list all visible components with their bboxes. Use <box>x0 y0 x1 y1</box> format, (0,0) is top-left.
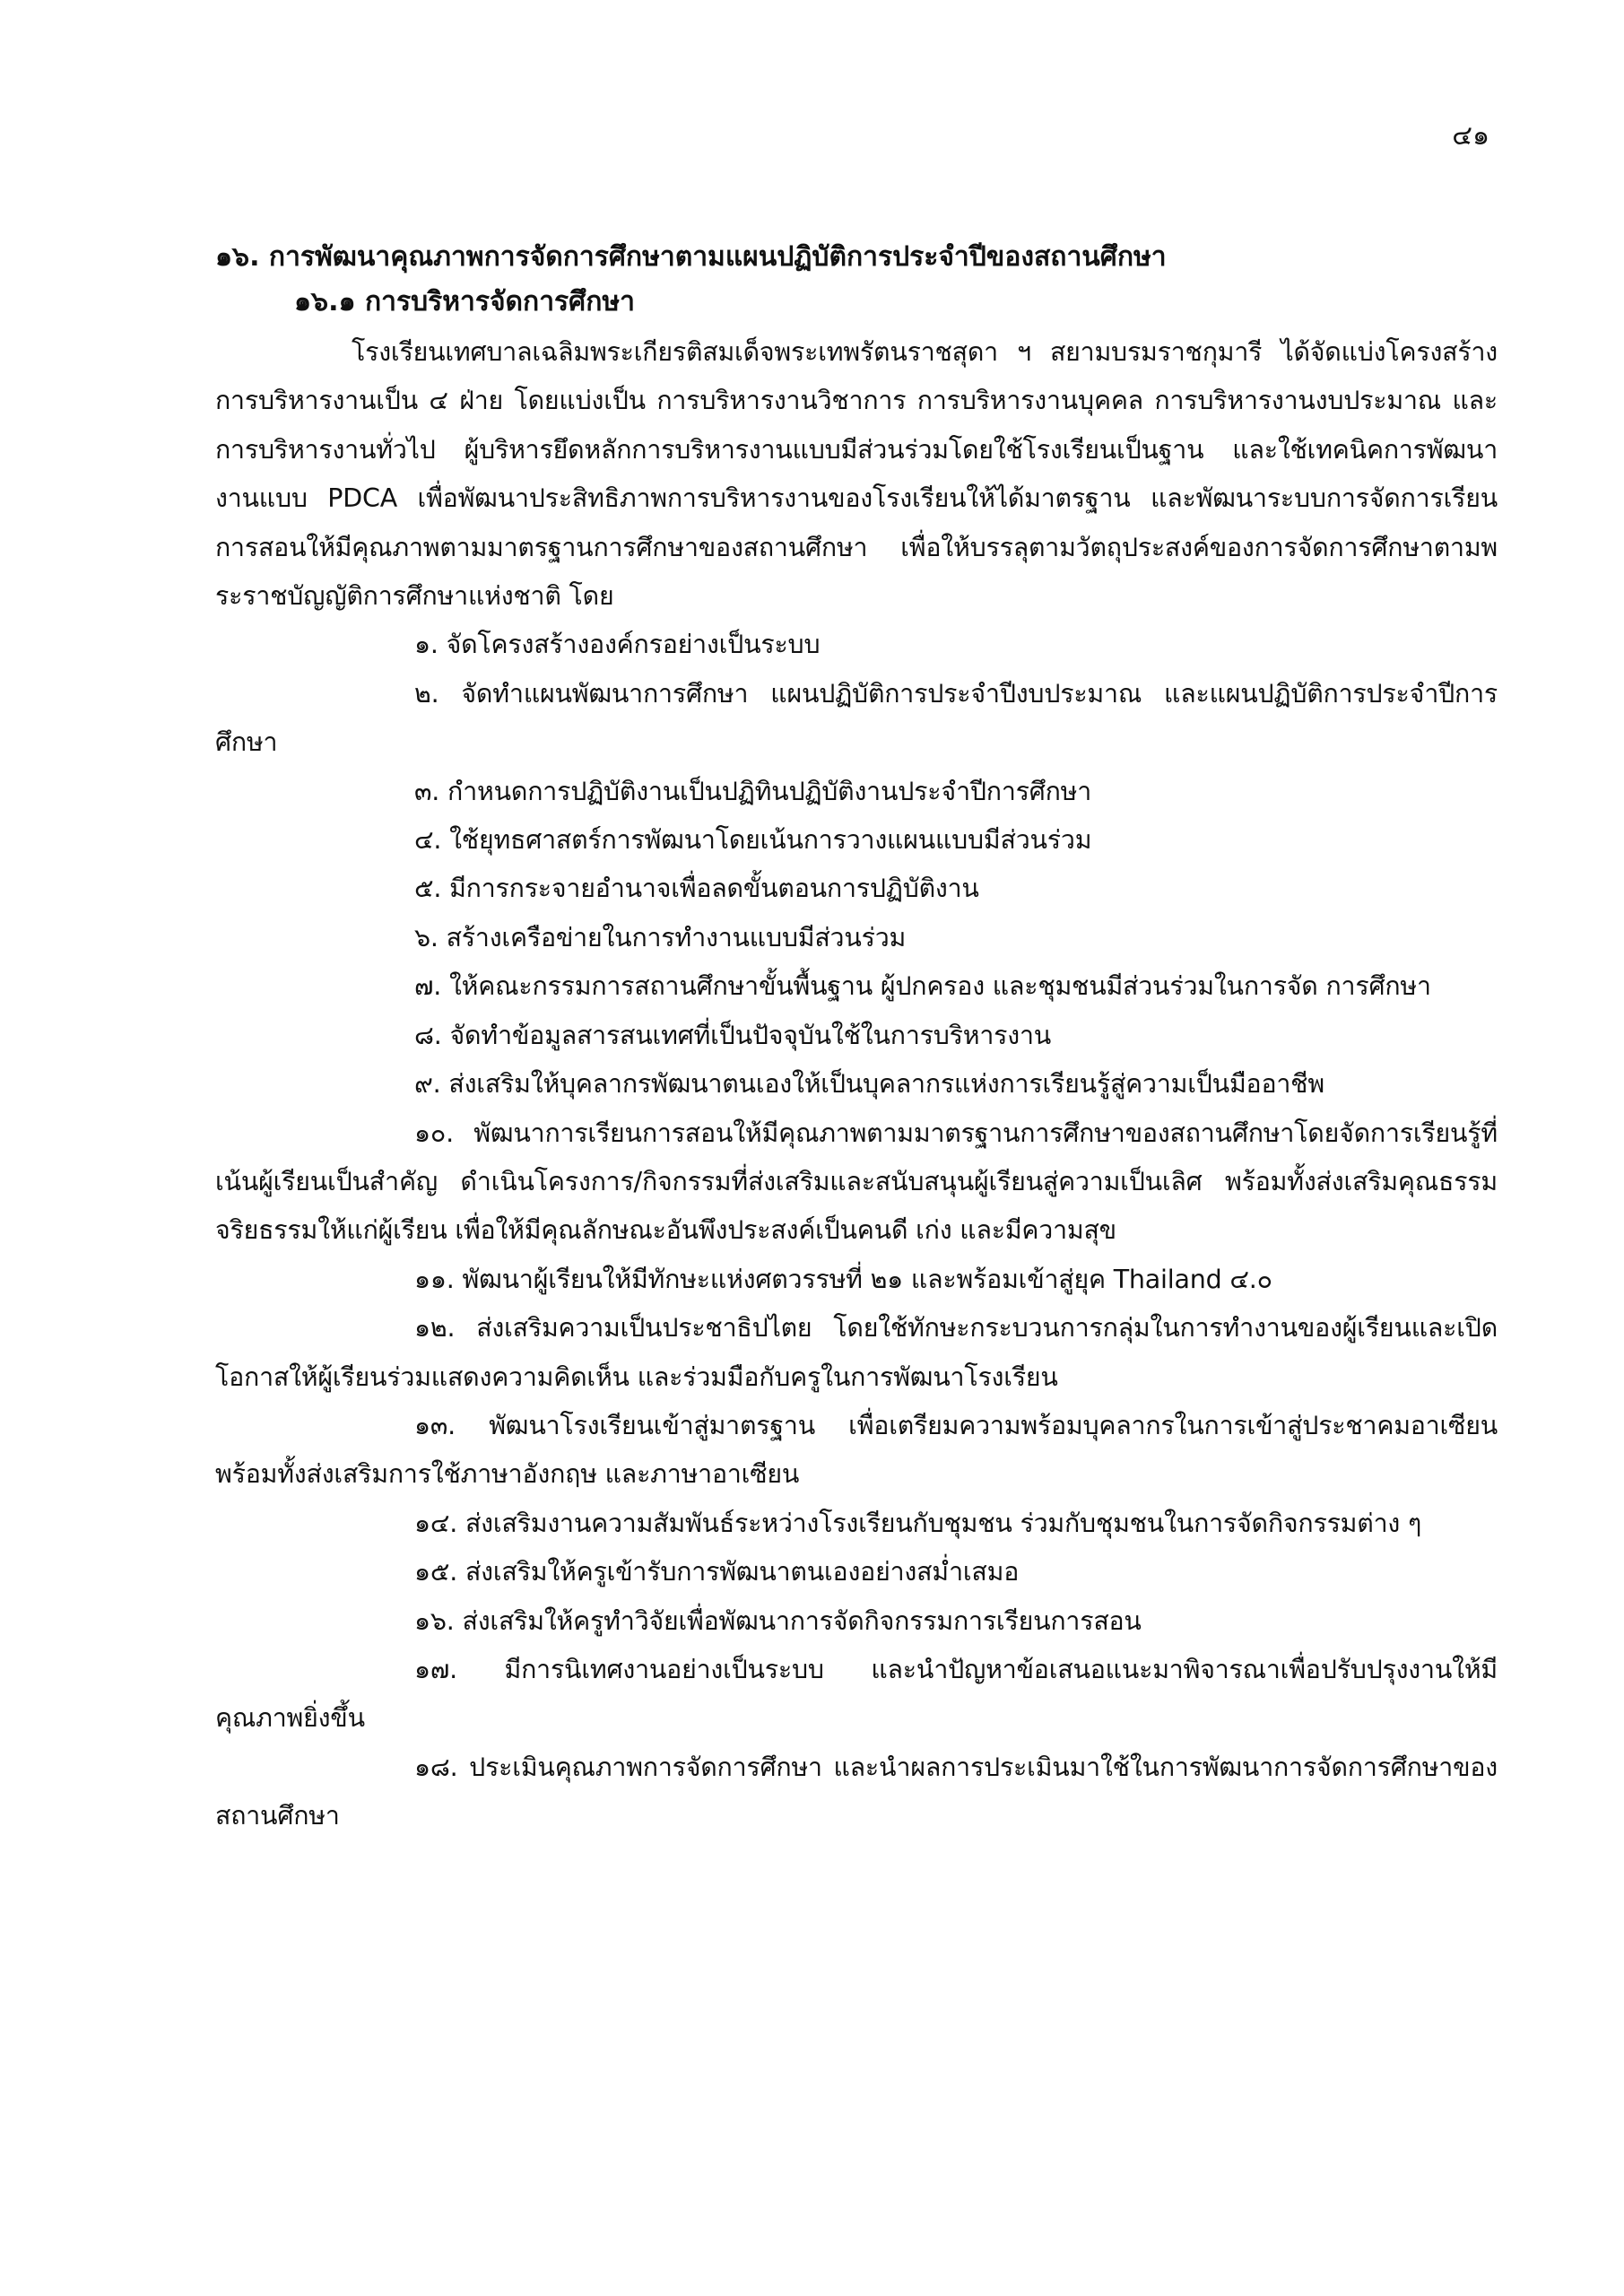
list-item-12: ๑๒. ส่งเสริมความเป็นประชาธิปไตย โดยใช้ทักษะกระบวนการกลุ่มในการทำงานของผู้เรียนและเปิดโอกาสให้ผู้เรียนร่วมแสดงความคิดเห็น และร่วมมือกับครูในการพัฒนาโรงเรียน <box>215 1313 1498 1392</box>
list-item-2: ๒. จัดทำแผนพัฒนาการศึกษา แผนปฏิบัติการประจำปีงบประมาณ และแผนปฏิบัติการประจำปีการศึกษา <box>215 678 1498 758</box>
list-item-5: ๕. มีการกระจายอำนาจเพื่อลดขั้นตอนการปฏิบัติงาน <box>414 874 979 904</box>
list-item-14: ๑๔. ส่งเสริมงานความสัมพันธ์ระหว่างโรงเรียนกับชุมชน ร่วมกับชุมชนในการจัดกิจกรรมต่าง ๆ <box>414 1508 1422 1538</box>
list-item-15: ๑๕. ส่งเสริมให้ครูเข้ารับการพัฒนาตนเองอย่างสม่ำเสมอ <box>414 1557 1020 1587</box>
list-item-10: ๑๐. พัฒนาการเรียนการสอนให้มีคุณภาพตามมาตรฐานการศึกษาของสถานศึกษาโดยจัดการเรียนรู้ที่เน้นผู้เรียนเป็นสำคัญ ดำเนินโครงการ/กิจกรรมที่ส่งเสริมและสนับสนุนผู้เรียนสู่ความเป็นเลิศ พร้อมทั้งส่งเสริมคุณธรรม จริยธรรมให้แก่ผู้เรียน เพื่อให้มีคุณลักษณะอันพึงประสงค์เป็นคนดี เก่ง และมีความสุข <box>215 1118 1498 1246</box>
list-item-3: ๓. กำหนดการปฏิบัติงานเป็นปฏิทินปฏิบัติงานประจำปีการศึกษา <box>414 776 1092 806</box>
list-item-9: ๙. ส่งเสริมให้บุคลากรพัฒนาตนเองให้เป็นบุคลากรแห่งการเรียนรู้สู่ความเป็นมืออาชีพ <box>414 1069 1324 1100</box>
section-heading: ๑๖. การพัฒนาคุณภาพการจัดการศึกษาตามแผนปฏิบัติการประจำปีของสถานศึกษา <box>215 241 1167 273</box>
list-item-18: ๑๘. ประเมินคุณภาพการจัดการศึกษา และนำผลการประเมินมาใช้ในการพัฒนาการจัดการศึกษาของสถานศึกษา <box>215 1752 1498 1831</box>
list-item-6: ๖. สร้างเครือข่ายในการทำงานแบบมีส่วนร่วม <box>414 922 907 952</box>
list-item-16: ๑๖. ส่งเสริมให้ครูทำวิจัยเพื่อพัฒนาการจัดกิจกรรมการเรียนการสอน <box>414 1605 1142 1636</box>
subsection-heading: ๑๖.๑ การบริหารจัดการศึกษา <box>294 286 635 317</box>
page-number: ๔๑ <box>1452 120 1489 152</box>
document-body <box>215 235 1498 1841</box>
list-item-7: ๗. ให้คณะกรรมการสถานศึกษาขั้นพื้นฐาน ผู้ปกครอง และชุมชนมีส่วนร่วมในการจัด การศึกษา <box>414 971 1431 1002</box>
intro-paragraph: โรงเรียนเทศบาลเฉลิมพระเกียรติสมเด็จพระเทพรัตนราชสุดา ฯ สยามบรมราชกุมารี ได้จัดแบ่งโครงสร้างการบริหารงานเป็น ๔ ฝ่าย โดยแบ่งเป็น การบริหารงานวิชาการ การบริหารงานบุคคล การบริหารงานงบประมาณ และการบริหารงานทั่วไป ผู้บริหารยึดหลักการบริหารงานแบบมีส่วนร่วมโดยใช้โรงเรียนเป็นฐาน และใช้เทคนิคการพัฒนางานแบบ PDCA เพื่อพัฒนาประสิทธิภาพการบริหารงานของโรงเรียนให้ได้มาตรฐาน และพัฒนาระบบการจัดการเรียนการสอนให้มีคุณภาพตามมาตรฐานการศึกษาของสถานศึกษา เพื่อให้บรรลุตามวัตถุประสงค์ของการจัดการศึกษาตามพระราชบัญญัติการศึกษาแห่งชาติ โดย <box>215 337 1498 612</box>
list-item-11: ๑๑. พัฒนาผู้เรียนให้มีทักษะแห่งศตวรรษที่ ๒๑ และพร้อมเข้าสู่ยุค Thailand ๔.๐ <box>414 1264 1272 1294</box>
list-item-8: ๘. จัดทำข้อมูลสารสนเทศที่เป็นปัจจุบันใช้ในการบริหารงาน <box>414 1020 1052 1050</box>
list-item-17: ๑๗. มีการนิเทศงานอย่างเป็นระบบ และนำปัญหาข้อเสนอแนะมาพิจารณาเพื่อปรับปรุงงานให้มีคุณภาพยิ่งขึ้น <box>215 1654 1498 1734</box>
list-item-1: ๑. จัดโครงสร้างองค์กรอย่างเป็นระบบ <box>414 630 821 660</box>
list-item-13: ๑๓. พัฒนาโรงเรียนเข้าสู่มาตรฐาน เพื่อเตรียมความพร้อมบุคลากรในการเข้าสู่ประชาคมอาเซียน พร้อมทั้งส่งเสริมการใช้ภาษาอังกฤษ และภาษาอาเซียน <box>215 1410 1498 1490</box>
list-item-4: ๔. ใช้ยุทธศาสตร์การพัฒนาโดยเน้นการวางแผนแบบมีส่วนร่วม <box>414 825 1092 856</box>
